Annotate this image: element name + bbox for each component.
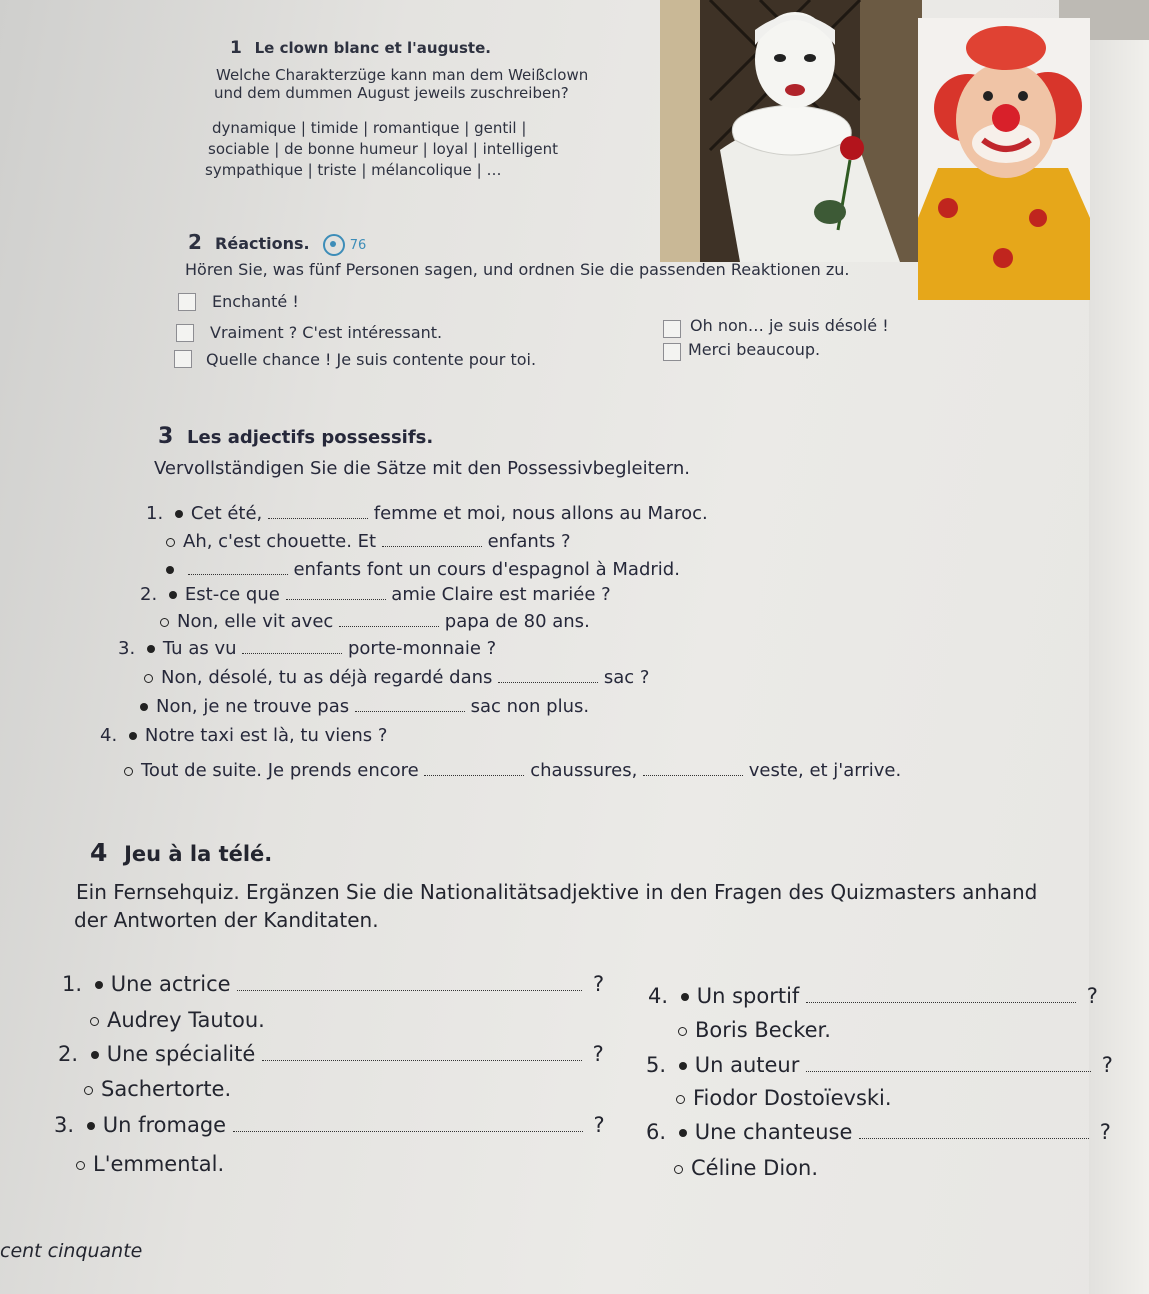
blank-field[interactable] — [262, 1060, 582, 1061]
blank-field[interactable] — [233, 1131, 583, 1132]
item-number: 4. — [648, 984, 669, 1008]
item-number: 3. — [54, 1113, 75, 1137]
quiz-prompt: Un sportif — [696, 984, 800, 1008]
sentence-part: Tu as vu — [162, 638, 237, 659]
adjacent-page-edge — [1086, 0, 1149, 1294]
exercise-3-heading — [158, 424, 433, 449]
reaction-checkbox-2[interactable] — [176, 324, 194, 342]
question-mark: ? — [593, 1113, 605, 1137]
quiz-prompt: Une actrice — [110, 972, 231, 996]
blank-field[interactable] — [424, 775, 524, 776]
exercise-1-words-2: sociable | de bonne humeur | loyal | intelligent — [208, 140, 559, 158]
item-number: 2. — [140, 584, 158, 605]
exercise-4-number: 4 — [90, 838, 108, 867]
reaction-checkbox-5[interactable] — [663, 343, 681, 361]
exercise-3-instruction: Vervollständigen Sie die Sätze mit den Possessivbegleitern. — [154, 458, 690, 479]
exercise-1-words-3: sympathique | triste | mélancolique | … — [205, 161, 502, 179]
reaction-option-4: Oh non… je suis désolé ! — [690, 316, 889, 335]
speaker-bullet — [95, 981, 103, 989]
ex3-line-4 — [140, 584, 611, 605]
question-mark: ? — [592, 972, 605, 996]
reply-bullet — [676, 1095, 685, 1104]
item-number: 3. — [118, 638, 136, 659]
quiz-answer-5 — [676, 1086, 892, 1110]
reaction-option-3: Quelle chance ! Je suis contente pour toi. — [206, 350, 537, 369]
sentence-part: chaussures, — [530, 760, 638, 781]
exercise-1-words-1: dynamique | timide | romantique | gentil | — [212, 119, 527, 137]
ex3-line-5 — [160, 611, 590, 632]
quiz-answer: L'emmental. — [93, 1152, 225, 1176]
exercise-1-number: 1 — [230, 38, 242, 58]
blank-field[interactable] — [859, 1138, 1089, 1139]
reply-bullet — [678, 1027, 687, 1036]
item-number: 5. — [646, 1053, 667, 1077]
sentence-part: papa de 80 ans. — [444, 611, 590, 632]
blank-field[interactable] — [268, 518, 368, 519]
quiz-answer: Boris Becker. — [695, 1018, 831, 1042]
item-number: 6. — [646, 1120, 667, 1144]
speaker-bullet — [129, 732, 137, 740]
quiz-answer-4 — [678, 1018, 831, 1042]
item-number: 4. — [100, 725, 118, 746]
reply-bullet — [84, 1086, 93, 1095]
quiz-question-2 — [58, 1042, 604, 1066]
blank-field[interactable] — [355, 711, 465, 712]
reply-bullet — [674, 1165, 683, 1174]
sentence-part: Non, elle vit avec — [177, 611, 334, 632]
quiz-answer-3 — [76, 1152, 224, 1176]
reply-bullet — [124, 767, 133, 776]
blank-field[interactable] — [237, 990, 582, 991]
ex3-line-2 — [166, 531, 571, 552]
exercise-2-number: 2 — [188, 230, 202, 254]
page-number-label: cent cinquante — [0, 1240, 143, 1262]
exercise-2-title: Réactions. — [215, 234, 310, 253]
reply-bullet — [166, 538, 175, 547]
speaker-bullet — [679, 1062, 687, 1070]
exercise-4-instruction-2: der Antworten der Kanditaten. — [74, 908, 379, 932]
sentence-part: amie Claire est mariée ? — [391, 584, 611, 605]
quiz-prompt: Un fromage — [102, 1113, 227, 1137]
exercise-4-title: Jeu à la télé. — [124, 842, 273, 866]
blank-field[interactable] — [643, 775, 743, 776]
speaker-bullet — [681, 993, 689, 1001]
quiz-question-1 — [62, 972, 604, 996]
exercise-2-instruction: Hören Sie, was fünf Personen sagen, und ordnen Sie die passenden Reaktionen zu. — [185, 260, 850, 279]
quiz-answer-1 — [90, 1008, 265, 1032]
reply-bullet — [76, 1161, 85, 1170]
sentence-part: porte-monnaie ? — [347, 638, 497, 659]
quiz-answer-2 — [84, 1077, 231, 1101]
sentence-part: enfants ? — [487, 531, 571, 552]
blank-field[interactable] — [286, 599, 386, 600]
audio-cd-icon[interactable] — [323, 234, 345, 256]
quiz-answer: Sachertorte. — [101, 1077, 232, 1101]
quiz-prompt: Une chanteuse — [694, 1120, 853, 1144]
speaker-bullet — [679, 1129, 687, 1137]
exercise-1-instruction-1: Welche Charakterzüge kann man dem Weißclown — [216, 66, 589, 84]
reaction-option-2: Vraiment ? C'est intéressant. — [210, 323, 443, 342]
question-mark: ? — [1086, 984, 1098, 1008]
blank-field[interactable] — [498, 682, 598, 683]
sentence-part: Notre taxi est là, tu viens ? — [144, 725, 388, 746]
quiz-question-3 — [54, 1113, 605, 1137]
sentence-part: Ah, c'est chouette. Et — [183, 531, 377, 552]
sentence-part: femme et moi, nous allons au Maroc. — [373, 503, 708, 524]
exercise-4-heading — [90, 838, 272, 867]
sentence-part: veste, et j'arrive. — [748, 760, 902, 781]
blank-field[interactable] — [806, 1002, 1076, 1003]
quiz-answer: Céline Dion. — [691, 1156, 818, 1180]
quiz-answer: Fiodor Dostoïevski. — [693, 1086, 892, 1110]
item-number: 1. — [146, 503, 164, 524]
sentence-part: Cet été, — [190, 503, 263, 524]
ex3-line-9 — [100, 725, 387, 746]
question-mark: ? — [1101, 1053, 1113, 1077]
reaction-checkbox-4[interactable] — [663, 320, 681, 338]
ex3-line-3 — [166, 559, 680, 580]
item-number: 2. — [58, 1042, 79, 1066]
quiz-question-4 — [648, 984, 1098, 1008]
quiz-prompt: Un auteur — [694, 1053, 800, 1077]
quiz-question-6 — [646, 1120, 1111, 1144]
reaction-option-5: Merci beaucoup. — [688, 340, 821, 359]
audio-track-number: 76 — [349, 238, 367, 253]
speaker-bullet — [169, 591, 177, 599]
blank-field[interactable] — [806, 1071, 1091, 1072]
blank-field[interactable] — [382, 546, 482, 547]
sentence-part: enfants font un cours d'espagnol à Madrid. — [293, 559, 680, 580]
item-number: 1. — [62, 972, 83, 996]
exercise-1-heading — [230, 38, 491, 58]
photo-auguste-clown — [918, 18, 1090, 300]
ex3-line-6 — [118, 638, 496, 659]
ex3-line-1 — [146, 503, 708, 524]
speaker-bullet — [147, 645, 155, 653]
speaker-bullet — [91, 1051, 99, 1059]
speaker-bullet — [166, 566, 174, 574]
quiz-answer: Audrey Tautou. — [107, 1008, 265, 1032]
sentence-part: Non, je ne trouve pas — [156, 696, 350, 717]
ex3-line-10 — [124, 760, 901, 781]
question-mark: ? — [1099, 1120, 1111, 1144]
speaker-bullet — [87, 1122, 95, 1130]
exercise-2-heading — [188, 230, 366, 256]
exercise-3-title: Les adjectifs possessifs. — [187, 427, 434, 448]
quiz-answer-6 — [674, 1156, 818, 1180]
exercise-1-instruction-2: und dem dummen August jeweils zuschreiben? — [214, 84, 569, 102]
question-mark: ? — [592, 1042, 604, 1066]
speaker-bullet — [140, 703, 148, 711]
reaction-checkbox-3[interactable] — [174, 350, 192, 368]
photo-white-clown — [660, 0, 922, 262]
reaction-checkbox-1[interactable] — [178, 293, 196, 311]
exercise-1-title: Le clown blanc et l'auguste. — [254, 39, 491, 57]
sentence-part: sac non plus. — [470, 696, 590, 717]
reply-bullet — [90, 1017, 99, 1026]
quiz-prompt: Une spécialité — [106, 1042, 256, 1066]
blank-field[interactable] — [242, 653, 342, 654]
sentence-part: Tout de suite. Je prends encore — [141, 760, 419, 781]
blank-field[interactable] — [339, 626, 439, 627]
reply-bullet — [144, 674, 153, 683]
reaction-option-1: Enchanté ! — [212, 292, 299, 311]
sentence-part: Non, désolé, tu as déjà regardé dans — [161, 667, 493, 688]
exercise-3-number: 3 — [158, 424, 174, 449]
ex3-line-7 — [144, 667, 649, 688]
exercise-4-instruction-1: Ein Fernsehquiz. Ergänzen Sie die Nationalitätsadjektive in den Fragen des Quizmasters anhand — [76, 880, 1038, 904]
sentence-part: Est-ce que — [184, 584, 280, 605]
quiz-question-5 — [646, 1053, 1113, 1077]
blank-field[interactable] — [188, 574, 288, 575]
reply-bullet — [160, 618, 169, 627]
ex3-line-8 — [140, 696, 589, 717]
sentence-part: sac ? — [603, 667, 650, 688]
speaker-bullet — [175, 510, 183, 518]
